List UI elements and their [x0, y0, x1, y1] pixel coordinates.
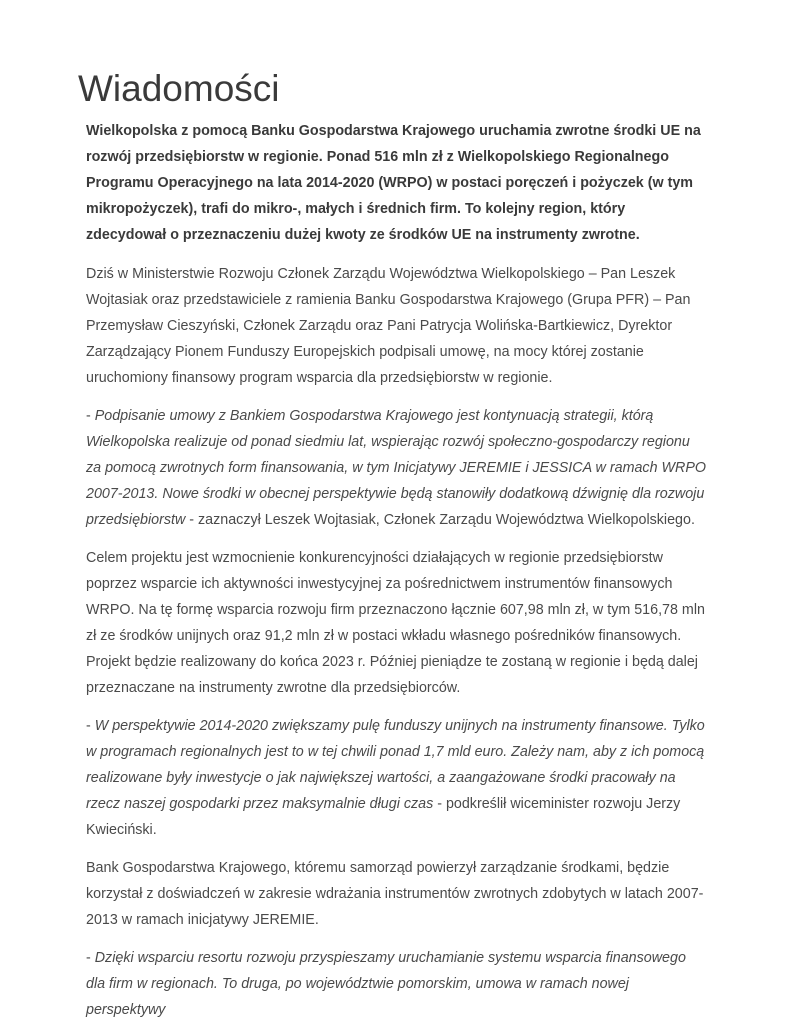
quote-dash: - — [86, 718, 95, 734]
quote-attribution: - zaznaczył Leszek Wojtasiak, Członek Zarządu Województwa Wielkopolskiego. — [185, 512, 695, 528]
page-title: Wiadomości — [78, 68, 280, 109]
paragraph-project-goal: Celem projektu jest wzmocnienie konkurencyjności działających w regionie przedsiębiorstw poprzez wsparcie ich aktywności inwestycyjnej za pośrednictwem instrumentów finansowych WRPO. Na tę formę wsparcia rozwoju firm przeznaczono łącznie 607,98 mln zł, w tym 516,78 mln zł ze środków unijnych oraz 91,2 mln zł w postaci wkładu własnego pośredników finansowych. Projekt będzie realizowany do końca 2023 r. Później pieniądze te zostaną w regionie i będą dalej przeznaczane na instrumenty zwrotne dla przedsiębiorców. — [86, 550, 705, 696]
quote-wojtasiak — [86, 403, 708, 533]
quote-regional-support — [86, 945, 708, 1018]
quote-dash: - — [86, 950, 95, 966]
paragraph-signing: Dziś w Ministerstwie Rozwoju Członek Zarządu Województwa Wielkopolskiego – Pan Leszek Wojtasiak oraz przedstawiciele z ramienia Banku Gospodarstwa Krajowego (Grupa PFR) – Pan Przemysław Cieszyński, Członek Zarządu oraz Pani Patrycja Wolińska-Bartkiewicz, Dyrektor Zarządzający Pionem Funduszy Europejskich podpisali umowę, na mocy której zostanie uruchomiony finansowy program wsparcia dla przedsiębiorstw w regionie. — [86, 266, 691, 386]
quote-text: Dzięki wsparciu resortu rozwoju przyspieszamy uruchamianie systemu wsparcia finansowego dla firm w regionach. To druga, po województwie pomorskim, umowa w ramach nowej perspektywy — [86, 950, 686, 1018]
article-lead: Wielkopolska z pomocą Banku Gospodarstwa Krajowego uruchamia zwrotne środki UE na rozwój przedsiębiorstw w regionie. Ponad 516 mln zł z Wielkopolskiego Regionalnego Programu Operacyjnego na lata 2014-2020 (WRPO) w postaci poręczeń i pożyczek (w tym mikropożyczek), trafi do mikro-, małych i średnich firm. To kolejny region, który zdecydował o przeznaczeniu dużej kwoty ze środków UE na instrumenty zwrotne. — [86, 123, 701, 243]
quote-text: W perspektywie 2014-2020 zwiększamy pulę funduszy unijnych na instrumenty finansowe. Tylko w programach regionalnych jest to w tej chwili ponad 1,7 mld euro. Zależy nam, aby z ich pomocą realizowane były inwestycje o jak największej wartości, a zaangażowane środki pracowały na rzecz naszej gospodarki przez maksymalnie długi czas — [86, 718, 705, 812]
quote-kwiecinski — [86, 713, 708, 843]
paragraph-bgk-experience: Bank Gospodarstwa Krajowego, któremu samorząd powierzył zarządzanie środkami, będzie korzystał z doświadczeń w zakresie wdrażania instrumentów zwrotnych zdobytych w latach 2007-2013 w ramach inicjatywy JEREMIE. — [86, 860, 704, 928]
quote-dash: - — [86, 408, 95, 424]
article-body — [86, 118, 708, 1018]
quote-attribution: - podkreślił wiceminister rozwoju Jerzy Kwieciński. — [86, 796, 681, 838]
quote-text: Podpisanie umowy z Bankiem Gospodarstwa Krajowego jest kontynuacją strategii, którą Wielkopolska realizuje od ponad siedmiu lat, wspierając rozwój społeczno-gospodarczy regionu za pomocą zwrotnych form finansowania, w tym Inicjatywy JEREMIE i JESSICA w ramach WRPO 2007-2013. Nowe środki w obecnej perspektywie będą stanowiły dodatkową dźwignię dla rozwoju przedsiębiorstw — [86, 408, 706, 528]
